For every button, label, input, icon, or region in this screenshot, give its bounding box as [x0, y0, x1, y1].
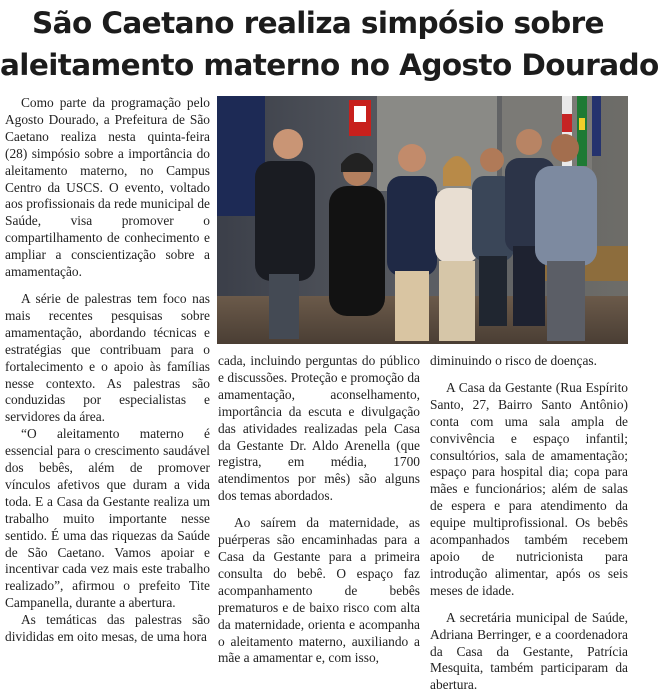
paragraph: As temáticas das palestras são divididas em oito mesas, de uma hora [5, 612, 210, 645]
paragraph: Como parte da programação pelo Agosto Dourado, a Prefeitura de São Caetano realiza nesta quinta-feira (28) simpósio sobre a importância do aleitamento materno, no Campus Centro da USCS. O evento, voltado aos profissionais da rede municipal de Saúde, visa promover o compartilhamento de conhecimento e ampliar a conscientização sobre a amamentação. [5, 95, 210, 280]
group-photo-illustration [217, 96, 628, 344]
headline-line-1: São Caetano realiza simpósio sobre [32, 6, 604, 40]
article-column-1 [5, 95, 210, 646]
paragraph: A série de palestras tem foco nas mais recentes pesquisas sobre amamentação, abordando técnicas e estratégias que contribuam para o fortalecimento e o apoio às famílias nesse contexto. As palestras são conduzidas por especialistas e servidores da área. [5, 290, 210, 425]
article-column-2 [218, 353, 420, 667]
paragraph: diminuindo o risco de doenças. [430, 353, 597, 368]
article-column-3 [430, 353, 628, 694]
paragraph: Ao saírem da maternidade, as puérperas são encaminhadas para a Casa da Gestante para a primeira consulta do bebê. O espaço faz acompanhamento de bebês prematuros e de baixo risco com alta da maternidade, orienta e acompanha o aleitamento materno, auxiliando a mãe a amamentar e, com isso, [218, 515, 420, 666]
paragraph: A Casa da Gestante (Rua Espírito Santo, 27, Bairro Santo Antônio) conta com uma sala ampla de convivência e espaço infantil; consultórios, sala de amamentação; espaço para hospital dia; copa para mães e funcionários; além de salas de espera e para atendimento da equipe multiprofissional. Os bebês acompanhados também recebem apoio de nutricionista para introdução alimentar, após os seis meses de idade. [430, 379, 628, 598]
paragraph: “O aleitamento materno é essencial para o crescimento saudável dos bebês, além de promover vínculos afetivos que duram a vida toda. E a Casa da Gestante realiza um trabalho muito importante nesse sentido. É uma das riquezas da Saúde de São Caetano. Vamos apoiar e incentivar cada vez mais este trabalho realizado”, afirmou o prefeito Tite Campanella, durante a abertura. [5, 426, 210, 611]
paragraph: A secretária municipal de Saúde, Adriana Berringer, e a coordenadora da Casa da Gestante, Patrícia Mesquita, também participaram da abertura. [430, 609, 628, 693]
flag-icon [592, 96, 601, 156]
event-photo [217, 96, 628, 344]
flag-icon [577, 96, 587, 166]
headline [0, 2, 659, 86]
headline-line-2: aleitamento materno no Agosto Dourado [0, 48, 659, 82]
paragraph: cada, incluindo perguntas do público e discussões. Proteção e promoção da amamentação, aconselhamento, importância da escuta e divulgação das atividades realizadas pela Casa da Gestante Dr. Aldo Arenella (que registra, em média, 1700 atendimentos por mês) são alguns dos temas abordados. [218, 353, 420, 504]
